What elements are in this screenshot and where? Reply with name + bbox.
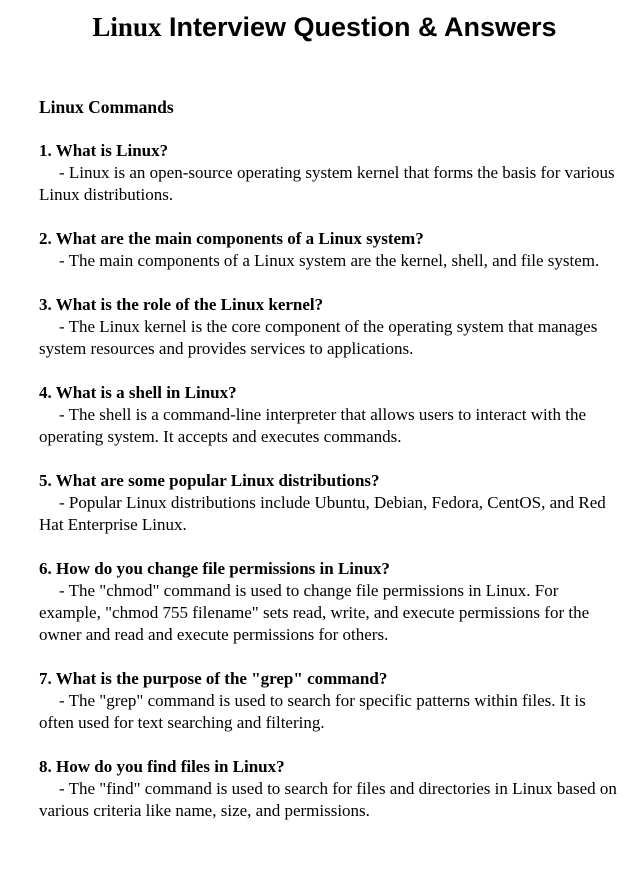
answer-7: [39, 690, 624, 734]
question-7: 7. What is the purpose of the "grep" command?: [39, 669, 388, 688]
question-5: 5. What are some popular Linux distributions?: [39, 471, 380, 490]
answer-2: [39, 250, 624, 272]
qa-item-4: [39, 382, 624, 448]
qa-item-2: [39, 228, 624, 272]
answer-5-text: - Popular Linux distributions include Ubuntu, Debian, Fedora, CentOS, and Red Hat Enterprise Linux.: [39, 493, 606, 534]
qa-item-3: [39, 294, 624, 360]
answer-3-text: - The Linux kernel is the core component of the operating system that manages system resources and provides services to applications.: [39, 317, 598, 358]
answer-8: [39, 778, 624, 822]
qa-item-6: [39, 558, 624, 646]
qa-item-8: [39, 756, 624, 822]
qa-item-1: [39, 140, 624, 206]
answer-5: [39, 492, 624, 536]
answer-7-text: - The "grep" command is used to search for specific patterns within files. It is often used for text searching and filtering.: [39, 691, 586, 732]
document-title-rest: Interview Question & Answers: [161, 12, 557, 42]
question-8: 8. How do you find files in Linux?: [39, 757, 285, 776]
answer-8-text: - The "find" command is used to search for files and directories in Linux based on various criteria like name, size, and permissions.: [39, 779, 617, 820]
document-title: [0, 10, 637, 44]
document-body: [39, 96, 624, 844]
answer-4-text: - The shell is a command-line interpreter that allows users to interact with the operating system. It accepts and executes commands.: [39, 405, 586, 446]
answer-2-text: - The main components of a Linux system are the kernel, shell, and file system.: [59, 251, 600, 270]
qa-item-5: [39, 470, 624, 536]
answer-4: [39, 404, 624, 448]
answer-1: [39, 162, 624, 206]
question-3: 3. What is the role of the Linux kernel?: [39, 295, 324, 314]
question-6: 6. How do you change file permissions in Linux?: [39, 559, 390, 578]
answer-1-text: - Linux is an open-source operating system kernel that forms the basis for various Linux distributions.: [39, 163, 615, 204]
question-2: 2. What are the main components of a Linux system?: [39, 229, 424, 248]
section-heading: Linux Commands: [39, 97, 174, 117]
answer-3: [39, 316, 624, 360]
question-4: 4. What is a shell in Linux?: [39, 383, 237, 402]
question-1: 1. What is Linux?: [39, 141, 169, 160]
document-title-first-word: Linux: [92, 12, 162, 42]
answer-6-text: - The "chmod" command is used to change file permissions in Linux. For example, "chmod 755 filename" sets read, write, and execute permissions for the owner and read and execute permissions for others.: [39, 581, 590, 644]
answer-6: [39, 580, 624, 646]
qa-item-7: [39, 668, 624, 734]
